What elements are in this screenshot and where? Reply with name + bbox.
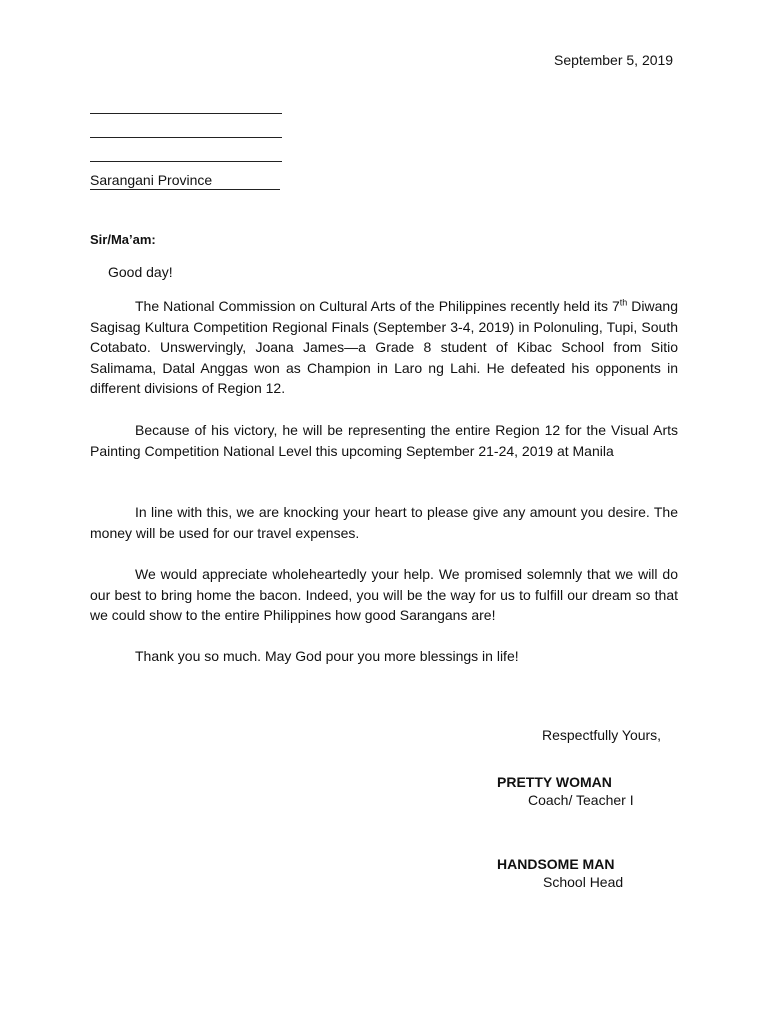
address-province: Sarangani Province bbox=[90, 171, 280, 190]
signatory-head-name: HANDSOME MAN bbox=[497, 856, 615, 872]
signatory-coach-title: Coach/ Teacher I bbox=[528, 791, 634, 808]
ordinal-suffix: th bbox=[619, 297, 628, 308]
paragraph-2-text: Because of his victory, he will be representing the entire Region 12 for the Visual Arts Painting Competition National Level this upcoming September 21-24, 2019 at Manila bbox=[90, 422, 678, 459]
salutation: Sir/Ma’am: bbox=[90, 232, 156, 247]
paragraph-3-text: In line with this, we are knocking your heart to please give any amount you desire. The money will be used for our travel expenses. bbox=[90, 504, 678, 541]
greeting: Good day! bbox=[108, 264, 173, 280]
closing: Respectfully Yours, bbox=[542, 727, 662, 743]
signatory-coach-name: PRETTY WOMAN bbox=[497, 774, 612, 790]
signatory-head bbox=[497, 854, 623, 892]
signatory-head-title: School Head bbox=[543, 873, 624, 890]
paragraph-3 bbox=[90, 502, 678, 543]
paragraph-1-text-a: The National Commission on Cultural Arts of the Philippines recently held its 7 bbox=[135, 298, 620, 314]
paragraph-1 bbox=[90, 296, 678, 399]
address-blank-line-1 bbox=[90, 113, 282, 114]
paragraph-4 bbox=[90, 564, 678, 626]
paragraph-5-text: Thank you so much. May God pour you more blessings in life! bbox=[135, 648, 519, 664]
paragraph-1-text-b: Diwang Sagisag Kultura Competition Regional Finals (September 3-4, 2019) in Polonuling, Tupi, South Cotabato. Unswervingly, Joana James—a Grade 8 student of Kibac School from Sitio Salimama, Datal Anggas won as Champion in Laro ng Lahi. He defeated his opponents in different divisions of Region 12. bbox=[90, 298, 678, 396]
address-blank-line-2 bbox=[90, 137, 282, 138]
paragraph-5 bbox=[90, 646, 678, 667]
address-blank-line-3 bbox=[90, 161, 282, 162]
paragraph-4-text: We would appreciate wholeheartedly your help. We promised solemnly that we will do our best to bring home the bacon. Indeed, you will be the way for us to fulfill our dream so that we could show to the entire Philippines how good Sarangans are! bbox=[90, 566, 678, 623]
letter-date: September 5, 2019 bbox=[554, 52, 674, 68]
signatory-coach bbox=[497, 772, 634, 810]
paragraph-2 bbox=[90, 420, 678, 461]
